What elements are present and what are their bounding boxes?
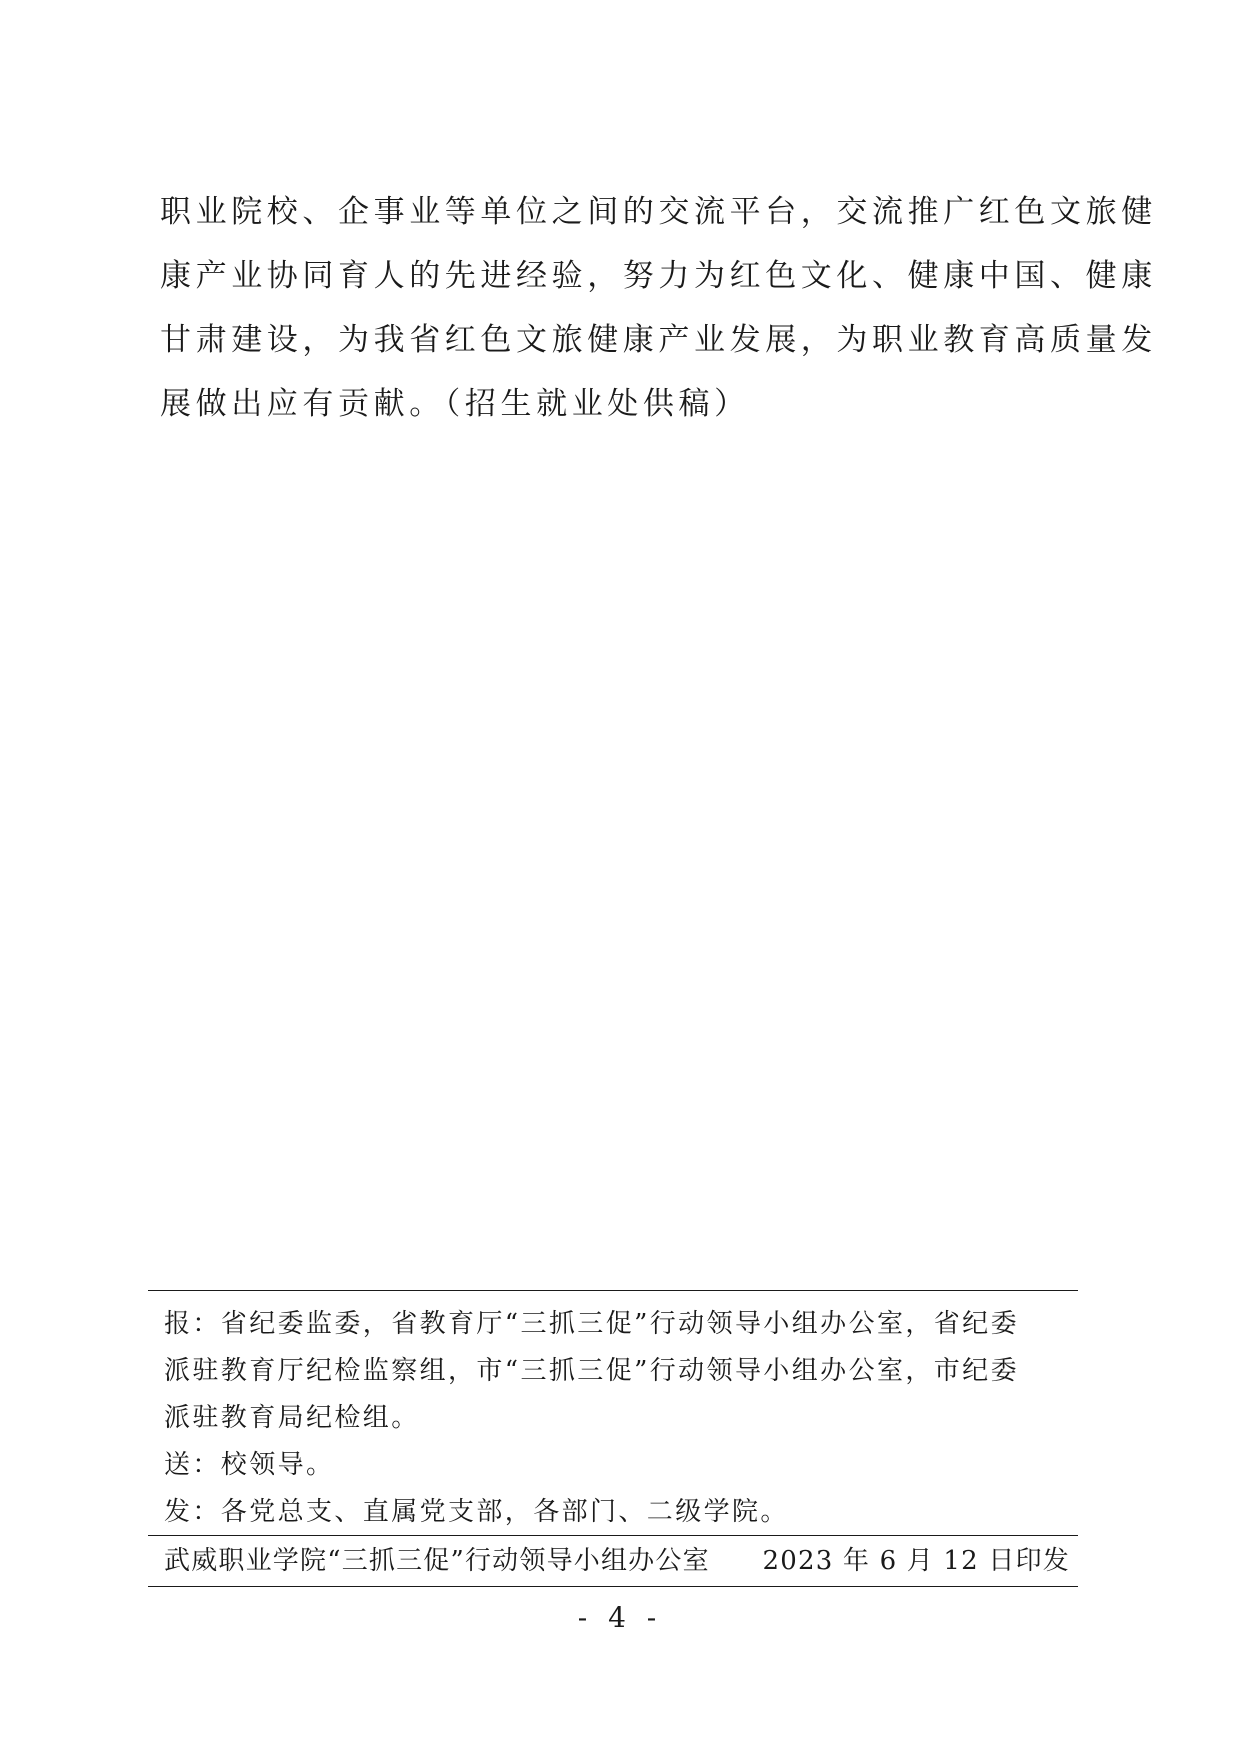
body-line: 甘肃建设，为我省红色文旅健康产业发展，为职业教育高质量发	[160, 322, 1157, 358]
body-line: 职业院校、企事业等单位之间的交流平台，交流推广红色文旅健	[160, 194, 1157, 230]
issue-to-line: 发：各党总支、直属党支部，各部门、二级学院。	[164, 1497, 789, 1527]
footer-top-rule	[148, 1290, 1078, 1291]
footer-mid-rule	[148, 1535, 1078, 1536]
distribution-list	[148, 1301, 1078, 1536]
imprint-date: 2023 年 6 月 12 日印发	[762, 1546, 1070, 1576]
send-to-line: 送：校领导。	[164, 1450, 335, 1480]
body-line: 康产业协同育人的先进经验，努力为红色文化、健康中国、健康	[160, 258, 1157, 294]
report-to-line: 报：省纪委监委，省教育厅“三抓三促”行动领导小组办公室，省纪委	[164, 1309, 1019, 1339]
footer-bottom-rule	[148, 1586, 1078, 1587]
body-line: 展做出应有贡献。（招生就业处供稿）	[160, 386, 750, 422]
report-to-line: 派驻教育厅纪检监察组，市“三抓三促”行动领导小组办公室，市纪委	[164, 1356, 1019, 1386]
imprint-line	[148, 1538, 1078, 1584]
report-to-line: 派驻教育局纪检组。	[164, 1403, 420, 1433]
body-paragraph	[160, 180, 1157, 436]
imprint-issuer: 武威职业学院“三抓三促”行动领导小组办公室	[164, 1546, 710, 1576]
page-number: - 4 -	[577, 1601, 663, 1634]
